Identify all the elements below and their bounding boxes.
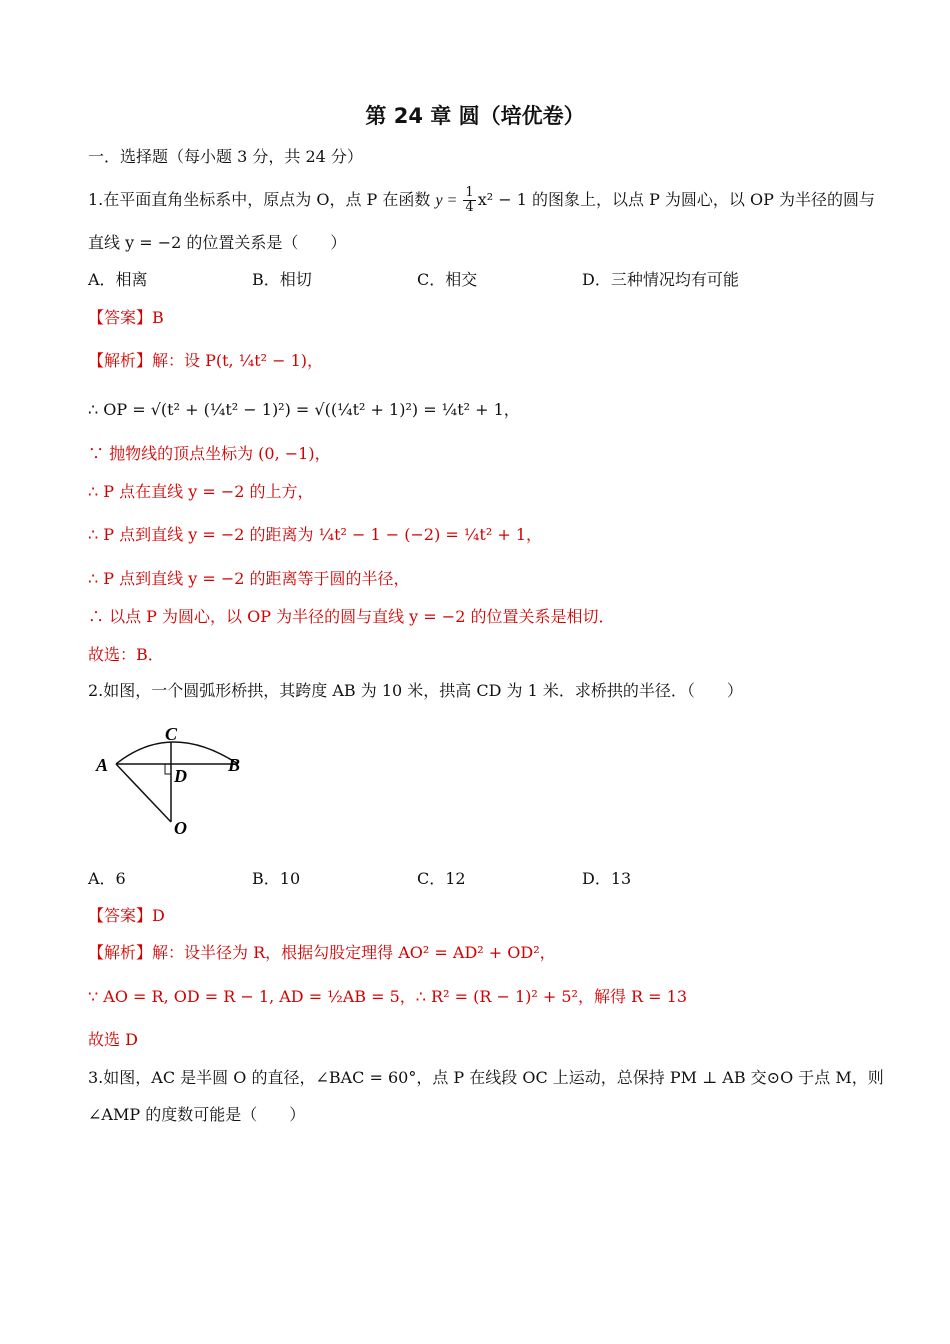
q2-solution-line-3: 故选 D [88,1030,138,1049]
q2-option-a: A．6 [88,869,126,888]
q1-solution-line-4: ∴ P 点在直线 y = −2 的上方， [88,482,314,501]
right-angle-mark [165,764,171,774]
q2-solution-line-2: ∵ AO = R, OD = R − 1, AD = ½AB = 5，∴ R² = (R − 1)² + 5²，解得 R = 13 [88,987,688,1006]
q1-func-tail: x² − 1 的图象上，以点 P 为圆心，以 OP 为半径的圆与 [477,190,875,209]
q2-stem: 2.如图，一个圆弧形桥拱，其跨度 AB 为 10 米，拱高 CD 为 1 米．求桥拱的半径．（ ） [88,681,743,700]
q1-solution-line-2: ∴ OP = √(t² + (¼t² − 1)²) = √((¼t² + 1)²) = ¼t² + 1， [88,400,520,419]
q1-fraction: $\frac{1}{4}$ [465,185,474,215]
q1-option-b: B．相切 [252,270,312,289]
label-o: O [174,818,187,838]
q2-option-b: B．10 [252,869,301,888]
q1-stem-line2: 直线 y = −2 的位置关系是（ ） [88,233,347,252]
q3-stem-line1: 3.如图，AC 是半圆 O 的直径，∠BAC = 60°，点 P 在线段 OC 上运动，总保持 PM ⊥ AB 交⊙O 于点 M，则 [88,1068,884,1087]
label-a: A [96,755,109,775]
q1-stem-line1 [88,186,875,215]
q1-answer: 【答案】B [88,308,164,327]
label-d: D [174,766,187,786]
q1-solution-line-5: ∴ P 点到直线 y = −2 的距离为 ¼t² − 1 − (−2) = ¼t² + 1， [88,525,543,544]
q1-option-d: D．三种情况均有可能 [582,270,739,289]
q1-solution-line-6: ∴ P 点到直线 y = −2 的距离等于圆的半径， [88,569,410,588]
q1-solution-line-8: 故选：B． [88,645,164,664]
bridge-arch-figure [88,722,268,842]
label-c: C [165,724,178,744]
q1-option-a: A．相离 [88,270,148,289]
q3-stem-line2: ∠AMP 的度数可能是（ ） [88,1105,306,1124]
q2-answer: 【答案】D [88,906,165,925]
q1-func: y = [435,192,462,209]
q2-option-d: D．13 [582,869,632,888]
q1-stem-a: 1.在平面直角坐标系中，原点为 O，点 P 在函数 [88,190,431,209]
q1-solution-line-7: ∴ 以点 P 为圆心，以 OP 为半径的圆与直线 y = −2 的位置关系是相切． [88,607,615,626]
arch-arc [116,742,238,764]
label-b: B [228,755,241,775]
section-heading: 一．选择题（每小题 3 分，共 24 分） [88,147,363,166]
q2-solution-line-1: 【解析】解：设半径为 R，根据勾股定理得 AO² = AD² + OD²， [88,943,556,962]
q1-option-c: C．相交 [417,270,478,289]
q2-option-c: C．12 [417,869,466,888]
segment-ao [116,764,171,822]
q1-solution-line-1: 【解析】解：设 P(t, ¼t² − 1)， [88,351,324,370]
page-title: 第 24 章 圆（培优卷） [365,104,585,128]
q1-solution-line-3: ∵ 抛物线的顶点坐标为 (0, −1)， [88,444,331,463]
